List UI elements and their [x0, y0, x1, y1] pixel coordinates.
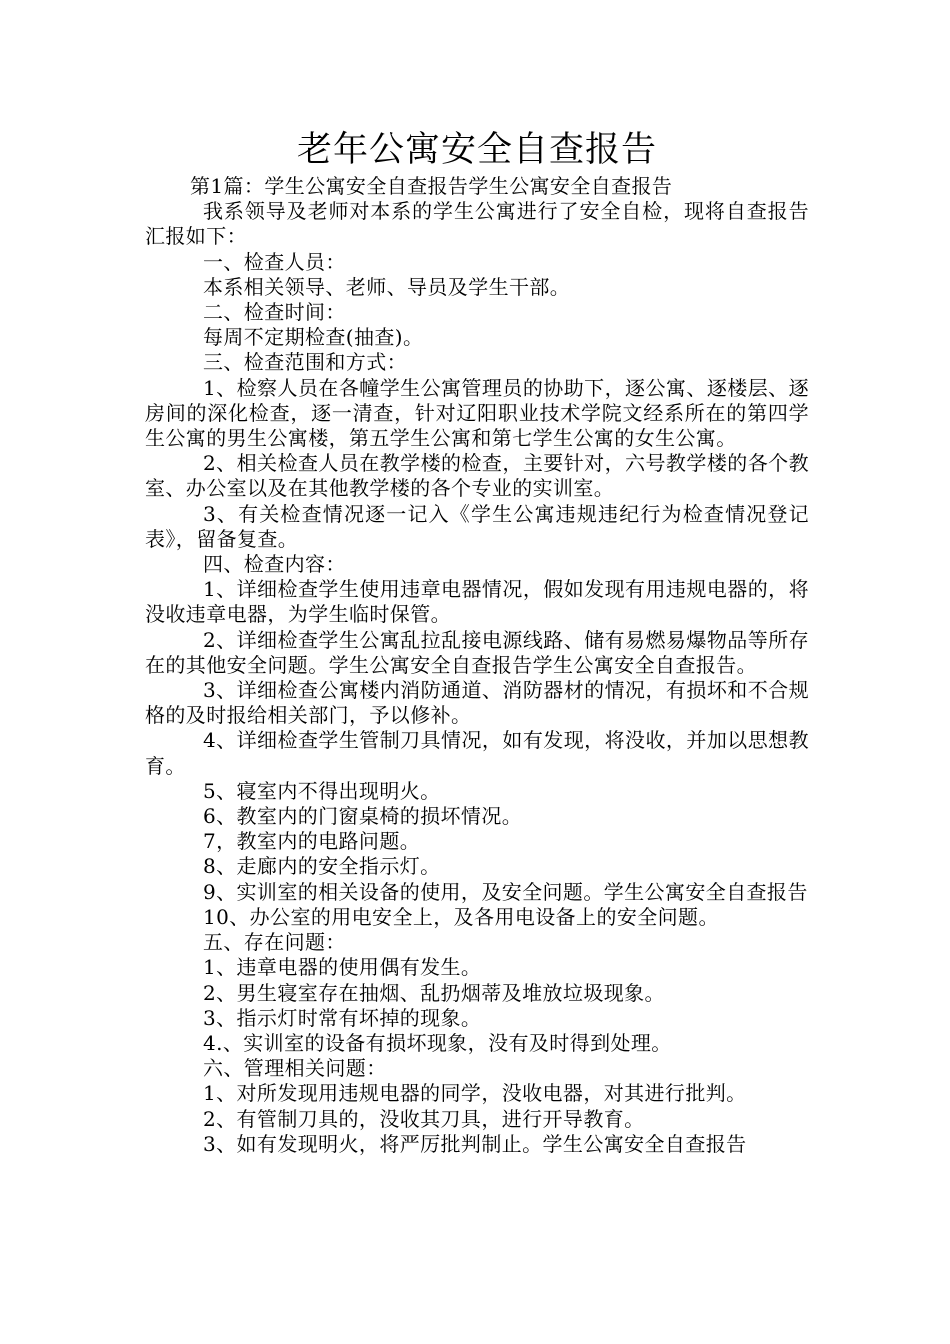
document-subtitle: 第1篇：学生公寓安全自查报告学生公寓安全自查报告 [190, 174, 673, 198]
section-heading: 三、检查范围和方式： [203, 350, 407, 375]
paragraph: 9、实训室的相关设备的使用，及安全问题。学生公寓安全自查报告 [203, 879, 808, 904]
document-title: 老年公寓安全自查报告 [296, 130, 657, 170]
paragraph: 1、对所发现用违规电器的同学，没收电器，对其进行批判。 [203, 1081, 747, 1106]
paragraph: 3、指示灯时常有坏掉的现象。 [203, 1005, 482, 1030]
paragraph: 5、寝室内不得出现明火。 [203, 778, 441, 803]
paragraph: 4、详细检查学生管制刀具情况，如有发现，将没收，并加以思想教育。 [145, 728, 809, 778]
paragraph: 7，教室内的电路问题。 [203, 829, 421, 854]
section-heading: 四、检查内容： [203, 552, 346, 577]
paragraph: 2、相关检查人员在教学楼的检查，主要针对，六号教学楼的各个教室、办公室以及在其他教学楼的各个专业的实训室。 [145, 451, 809, 501]
document-body [145, 128, 809, 1157]
paragraph: 3、有关检查情况逐一记入《学生公寓违规违纪行为检查情况登记表》，留备复查。 [145, 501, 809, 551]
section-heading: 五、存在问题： [203, 930, 346, 955]
paragraph: 1、检察人员在各幢学生公寓管理员的协助下，逐公寓、逐楼层、逐房间的深化检查，逐一清查，针对辽阳职业技术学院文经系所在的第四学生公寓的男生公寓楼，第五学生公寓和第七学生公寓的女生公寓。 [145, 375, 809, 451]
paragraph: 3、如有发现明火，将严厉批判制止。学生公寓安全自查报告 [203, 1131, 747, 1156]
paragraph: 本系相关领导、老师、导员及学生干部。 [203, 274, 571, 299]
section-heading: 二、检查时间： [203, 300, 346, 325]
paragraph: 1、详细检查学生使用违章电器情况，假如发现有用违规电器的，将没收违章电器，为学生临时保管。 [145, 577, 809, 627]
paragraph: 我系领导及老师对本系的学生公寓进行了安全自检，现将自查报告汇报如下： [145, 199, 809, 249]
section-heading: 六、管理相关问题： [203, 1056, 387, 1081]
paragraph: 2、男生寝室存在抽烟、乱扔烟蒂及堆放垃圾现象。 [203, 980, 665, 1005]
paragraph: 6、教室内的门窗桌椅的损坏情况。 [203, 804, 523, 829]
paragraph: 1、违章电器的使用偶有发生。 [203, 955, 482, 980]
paragraph: 2、详细检查学生公寓乱拉乱接电源线路、储有易燃易爆物品等所存在的其他安全问题。学生公寓安全自查报告学生公寓安全自查报告。 [145, 627, 809, 677]
paragraph: 3、详细检查公寓楼内消防通道、消防器材的情况，有损坏和不合规格的及时报给相关部门，予以修补。 [145, 678, 809, 728]
paragraph: 4.、实训室的设备有损坏现象，没有及时得到处理。 [203, 1030, 672, 1055]
paragraph: 2、有管制刀具的，没收其刀具，进行开导教育。 [203, 1106, 645, 1131]
paragraph-list [145, 199, 809, 1157]
section-heading: 一、检查人员： [203, 249, 346, 274]
paragraph: 每周不定期检查(抽查)。 [203, 325, 424, 350]
paragraph: 8、走廊内的安全指示灯。 [203, 854, 441, 879]
paragraph: 10、办公室的用电安全上，及各用电设备上的安全问题。 [203, 904, 719, 929]
